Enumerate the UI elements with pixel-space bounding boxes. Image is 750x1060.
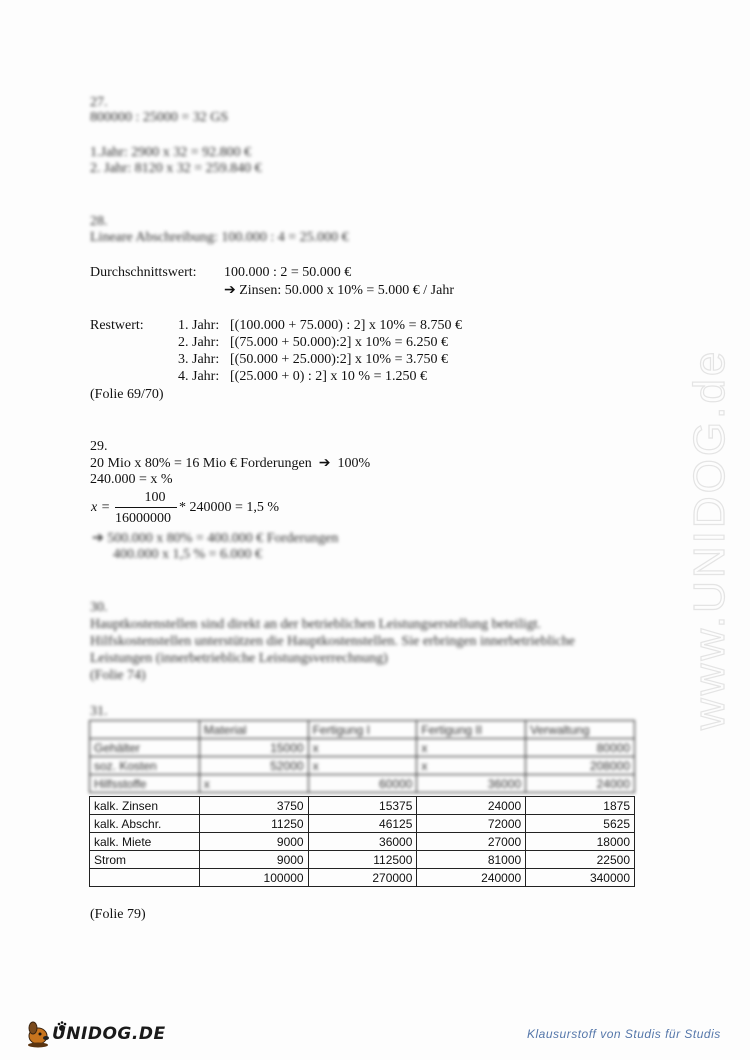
q27-line1: 800000 : 25000 = 32 GS [90,110,229,125]
table-row [90,757,635,775]
fraction-bar [115,507,177,508]
table-cell: 36000 [308,833,417,851]
table-cell: 80000 [526,739,635,757]
table-cell: 72000 [417,815,526,833]
arrow-right-icon: ➔ [315,456,335,471]
table-cell: 22500 [526,851,635,869]
q28-row-year: 4. Jahr: [178,369,220,384]
table-cell: 240000 [417,869,526,887]
table-cell: 15375 [308,797,417,815]
table-row-total [90,869,635,887]
formula-denominator: 16000000 [115,511,171,526]
table-cell: 52000 [199,757,308,775]
q30-number: 30. [90,600,108,615]
table-cell: Hilfsstoffe [90,775,200,793]
table-cell: 270000 [308,869,417,887]
arrow-right-icon: ➔ [92,531,108,546]
q28-row-calc: [(100.000 + 75.000) : 2] x 10% = 8.750 € [230,318,462,333]
table-cell: 9000 [199,851,308,869]
q31-ref: (Folie 79) [90,907,146,922]
q28-rest-label: Restwert: [90,318,144,333]
q28-row-calc: [(75.000 + 50.000):2] x 10% = 6.250 € [230,335,448,350]
table-header-cell: Verwaltung [526,721,635,739]
q28-avg-label: Durchschnittswert: [90,265,197,280]
table-cell: 5625 [526,815,635,833]
table-row [90,797,635,815]
table-header-cell: Fertigung II [417,721,526,739]
table-cell: Gehälter [90,739,200,757]
q29-number: 29. [90,439,108,454]
table-cell [90,869,200,887]
q30-line3: Leistungen (innerbetriebliche Leistungsverrechnung) [90,651,388,666]
q28-row-calc: [(50.000 + 25.000):2] x 10% = 3.750 € [230,352,448,367]
table-cell: 24000 [417,797,526,815]
formula-x: x = [91,500,111,515]
q28-row-year: 1. Jahr: [178,318,220,333]
table-cell: soz. Kosten [90,757,200,775]
table-cell: kalk. Miete [90,833,200,851]
table-cell: kalk. Zinsen [90,797,200,815]
dog-icon [28,1022,49,1048]
q29-line1-result: 100% [337,456,371,471]
arrow-right-icon: ➔ [224,283,236,298]
table-cell: x [308,739,417,757]
table-cell: 18000 [526,833,635,851]
q28-row-year: 2. Jahr: [178,335,220,350]
q30-line1: Hauptkostenstellen sind direkt an der betrieblichen Leistungserstellung beteiligt. [90,617,541,632]
q31-number: 31. [90,704,108,719]
table-cell: 24000 [526,775,635,793]
table-cell: 340000 [526,869,635,887]
q29-blur1 [92,530,338,547]
table-cell: 81000 [417,851,526,869]
formula-rest: * 240000 = 1,5 % [179,500,280,515]
q30-line2: Hilfskostenstellen unterstützen die Hauptkostenstellen. Sie erbringen innerbetriebliche [90,634,575,649]
table-cell: 208000 [526,757,635,775]
table-cell: 15000 [199,739,308,757]
logo-text: UNIDOG.DE [52,1024,166,1044]
table-cell: x [417,757,526,775]
q28-ref: (Folie 69/70) [90,387,164,402]
table-cell: Strom [90,851,200,869]
table-cell: x [417,739,526,757]
q30-ref: (Folie 74) [90,668,146,683]
q27-line2: 1.Jahr: 2900 x 32 = 92.800 € [90,145,252,160]
cost-table [89,796,635,887]
table-header-cell: Fertigung I [308,721,417,739]
table-cell: 11250 [199,815,308,833]
blurred-cost-table [89,720,635,793]
table-cell: 27000 [417,833,526,851]
q29-line1 [90,455,370,472]
table-cell: x [308,757,417,775]
formula-numerator: 100 [144,490,166,505]
q28-avg-value: 100.000 : 2 = 50.000 € [224,265,352,280]
table-row [90,815,635,833]
q29-blur2: 400.000 x 1,5 % = 6.000 € [113,547,263,562]
table-cell: 112500 [308,851,417,869]
table-row [90,721,635,739]
q29-line1-text: 20 Mio x 80% = 16 Mio € Forderungen [90,456,312,471]
q28-interest-text: Zinsen: 50.000 x 10% = 5.000 € / Jahr [239,283,454,298]
table-row [90,775,635,793]
table-row [90,851,635,869]
q28-interest [224,282,454,299]
table-cell: 3750 [199,797,308,815]
table-cell: 46125 [308,815,417,833]
q29-line2: 240.000 = x % [90,472,173,487]
watermark-text: www.UNIDOG.de [685,348,734,730]
table-cell: 60000 [308,775,417,793]
q29-blur1-text: 500.000 x 80% = 400.000 € Forderungen [107,531,339,546]
q28-row-year: 3. Jahr: [178,352,220,367]
table-cell: 100000 [199,869,308,887]
q28-number: 28. [90,214,108,229]
table-header-cell: Material [199,721,308,739]
table-cell: x [199,775,308,793]
table-row [90,833,635,851]
table-cell: 36000 [417,775,526,793]
table-cell [90,721,200,739]
table-cell: 1875 [526,797,635,815]
q28-linear: Lineare Abschreibung: 100.000 : 4 = 25.000 € [90,230,349,245]
table-cell: kalk. Abschr. [90,815,200,833]
table-row [90,739,635,757]
watermark [652,260,750,740]
table-cell: 9000 [199,833,308,851]
q27-number: 27. [90,95,108,110]
q28-row-calc: [(25.000 + 0) : 2] x 10 % = 1.250 € [230,369,427,384]
footer-tagline: Klausurstoff von Studis für Studis [527,1027,721,1041]
q27-line3: 2. Jahr: 8120 x 32 = 259.840 € [90,161,262,176]
